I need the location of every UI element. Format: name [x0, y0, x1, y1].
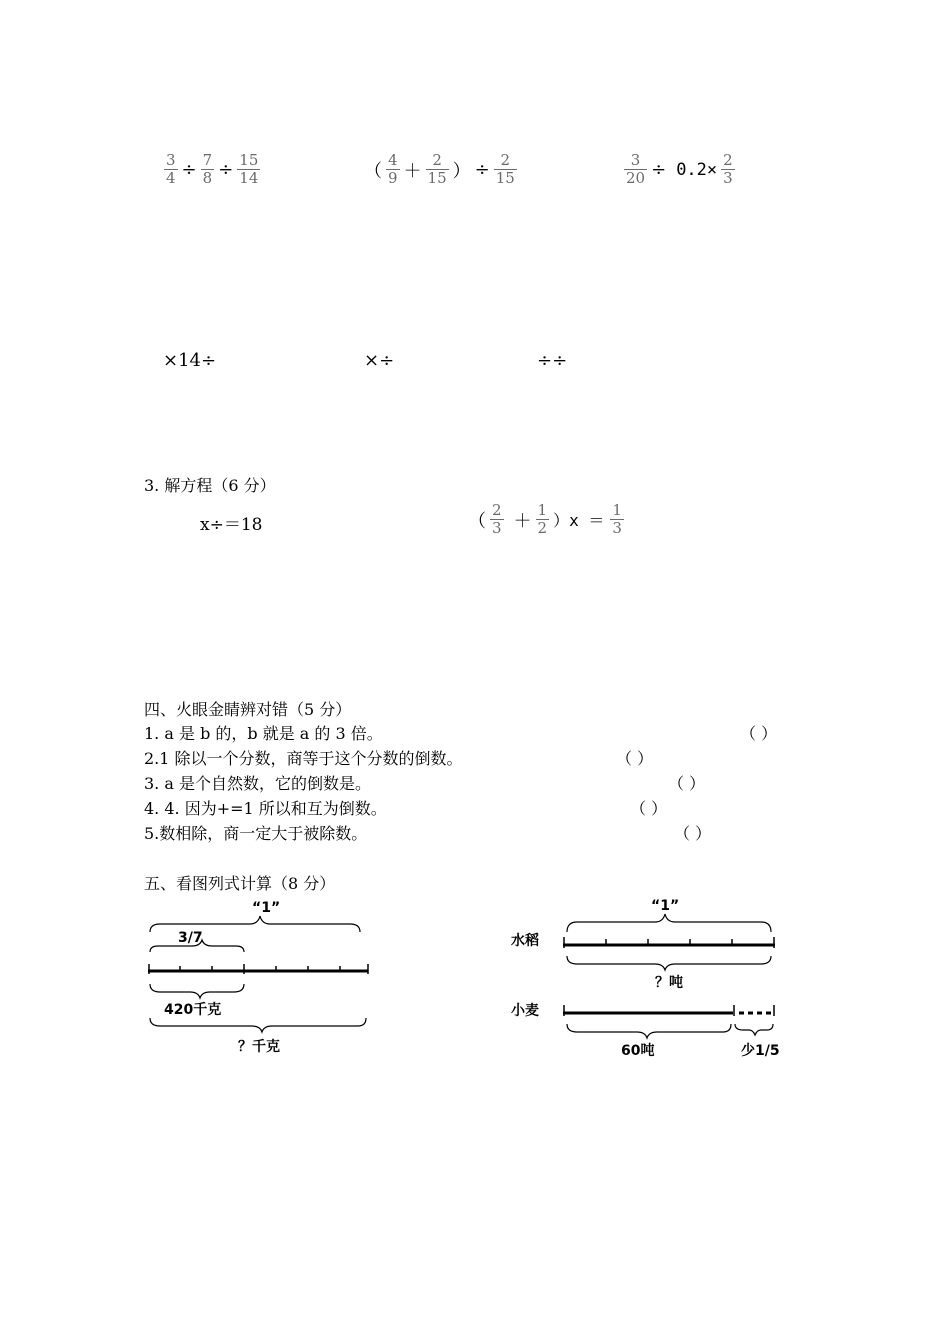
equation-1: x÷＝18	[200, 515, 263, 535]
fraction: $\frac{2}{3}$	[492, 501, 502, 537]
calc-expression-6: ÷÷	[537, 350, 568, 371]
answer-bracket[interactable]: （ ）	[630, 799, 668, 818]
question-label: ？吨	[655, 975, 683, 991]
fraction: $\frac{15}{14}$	[239, 151, 259, 187]
less-label: 少1/5	[741, 1043, 780, 1059]
line-diagram-left	[140, 892, 380, 1062]
tf-item-3: 3. a 是个自然数，它的倒数是。	[144, 774, 371, 793]
part-value: 60吨	[621, 1043, 655, 1059]
section-title-diagrams: 五、看图列式计算（8 分）	[144, 874, 336, 893]
row-label-wheat: 小麦	[511, 1003, 539, 1019]
tf-item-2: 2.1 除以一个分数，商等于这个分数的倒数。	[144, 749, 463, 768]
part-label: 3/7	[178, 930, 203, 946]
calc-expression-1: $\frac{3}{4}$ ÷ $\frac{7}{8}$ ÷ $\frac{15}{14}$	[166, 151, 259, 187]
fraction: $\frac{3}{4}$	[166, 151, 176, 187]
whole-label: “1”	[252, 900, 281, 916]
fraction: $\frac{2}{15}$	[427, 151, 447, 187]
fraction: $\frac{4}{9}$	[388, 151, 398, 187]
fraction: $\frac{7}{8}$	[202, 151, 213, 187]
question-label: ？千克	[238, 1039, 280, 1055]
calc-expression-3: $\frac{3}{20}$ ÷ 0.2× $\frac{2}{3}$	[626, 151, 733, 187]
row-label-rice: 水稻	[511, 933, 539, 949]
answer-bracket[interactable]: （ ）	[616, 749, 654, 768]
tf-item-4: 4. 4. 因为+=1 所以和互为倒数。	[144, 799, 387, 818]
calc-expression-4: ×14÷	[163, 350, 217, 371]
part-value: 420千克	[164, 1002, 222, 1018]
fraction: $\frac{2}{3}$	[723, 151, 733, 187]
whole-label: “1”	[651, 898, 680, 914]
line-diagram-right	[505, 892, 795, 1062]
fraction: $\frac{1}{2}$	[537, 501, 548, 537]
answer-bracket[interactable]: （ ）	[668, 774, 706, 793]
fraction: $\frac{1}{3}$	[612, 501, 622, 537]
tf-item-1: 1. a 是 b 的，b 就是 a 的 3 倍。	[144, 724, 383, 743]
calc-expression-2: （ $\frac{4}{9}$ ＋ $\frac{2}{15}$ ） ÷ $\frac{2}{15}$	[364, 151, 515, 187]
answer-bracket[interactable]: （ ）	[674, 824, 712, 843]
fraction: $\frac{2}{15}$	[495, 151, 515, 187]
tf-item-5: 5.数相除，商一定大于被除数。	[144, 824, 368, 843]
calc-expression-5: ×÷	[364, 350, 395, 371]
section-title-true-false: 四、火眼金睛辨对错（5 分）	[144, 700, 352, 719]
equation-2: （ $\frac{2}{3}$ ＋ $\frac{1}{2}$ ）x ＝ $\frac{1}{3}$	[468, 501, 622, 537]
answer-bracket[interactable]: （ ）	[740, 724, 778, 743]
section-title-equations: 3. 解方程（6 分）	[144, 476, 276, 495]
fraction: $\frac{3}{20}$	[626, 151, 646, 187]
